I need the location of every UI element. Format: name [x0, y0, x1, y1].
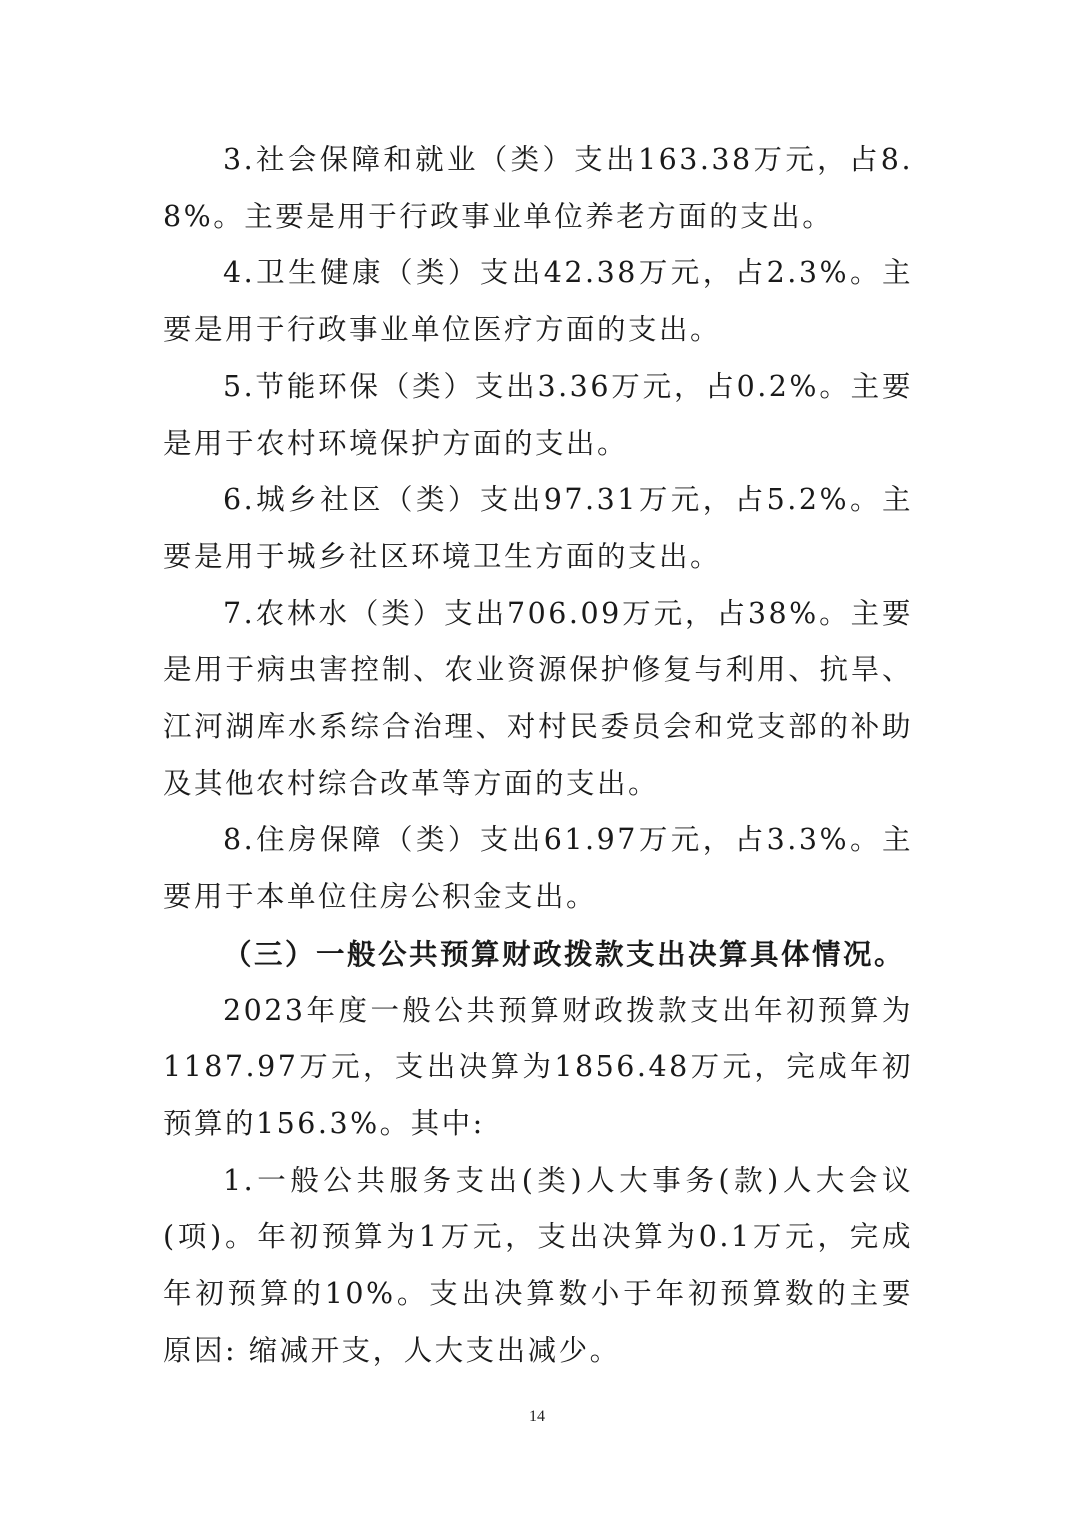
paragraph-housing: 8.住房保障（类）支出61.97万元，占3.3%。主要用于本单位住房公积金支出。 — [163, 823, 913, 914]
paragraph-social-security: 3.社会保障和就业（类）支出163.38万元，占8.8%。主要是用于行政事业单位养老方面的支出。 — [163, 143, 913, 233]
paragraph-item-1: 1.一般公共服务支出(类)人大事务(款)人大会议(项)。年初预算为1万元，支出决算为0.1万元，完成年初预算的10%。支出决算数小于年初预算数的主要原因: 缩减开支，人大支出减少。 — [163, 1163, 913, 1367]
paragraph-summary: 2023年度一般公共预算财政拨款支出年初预算为1187.97万元，支出决算为1856.48万元，完成年初预算的156.3%。其中: — [163, 993, 913, 1140]
paragraph-energy-environment: 5.节能环保（类）支出3.36万元，占0.2%。主要是用于农村环境保护方面的支出。 — [163, 369, 913, 460]
section-heading: （三）一般公共预算财政拨款支出决算具体情况。 — [223, 936, 906, 971]
paragraph-agriculture: 7.农林水（类）支出706.09万元，占38%。主要是用于病虫害控制、农业资源保护修复与利用、抗旱、江河湖库水系综合治理、对村民委员会和党支部的补助及其他农村综合改革等方面的支出。 — [163, 596, 913, 800]
page-number: 14 — [529, 1408, 545, 1425]
paragraph-urban-rural: 6.城乡社区（类）支出97.31万元，占5.2%。主要是用于城乡社区环境卫生方面的支出。 — [163, 483, 913, 573]
document-body — [163, 132, 913, 1379]
paragraph-health: 4.卫生健康（类）支出42.38万元，占2.3%。主要是用于行政事业单位医疗方面的支出。 — [163, 256, 913, 347]
